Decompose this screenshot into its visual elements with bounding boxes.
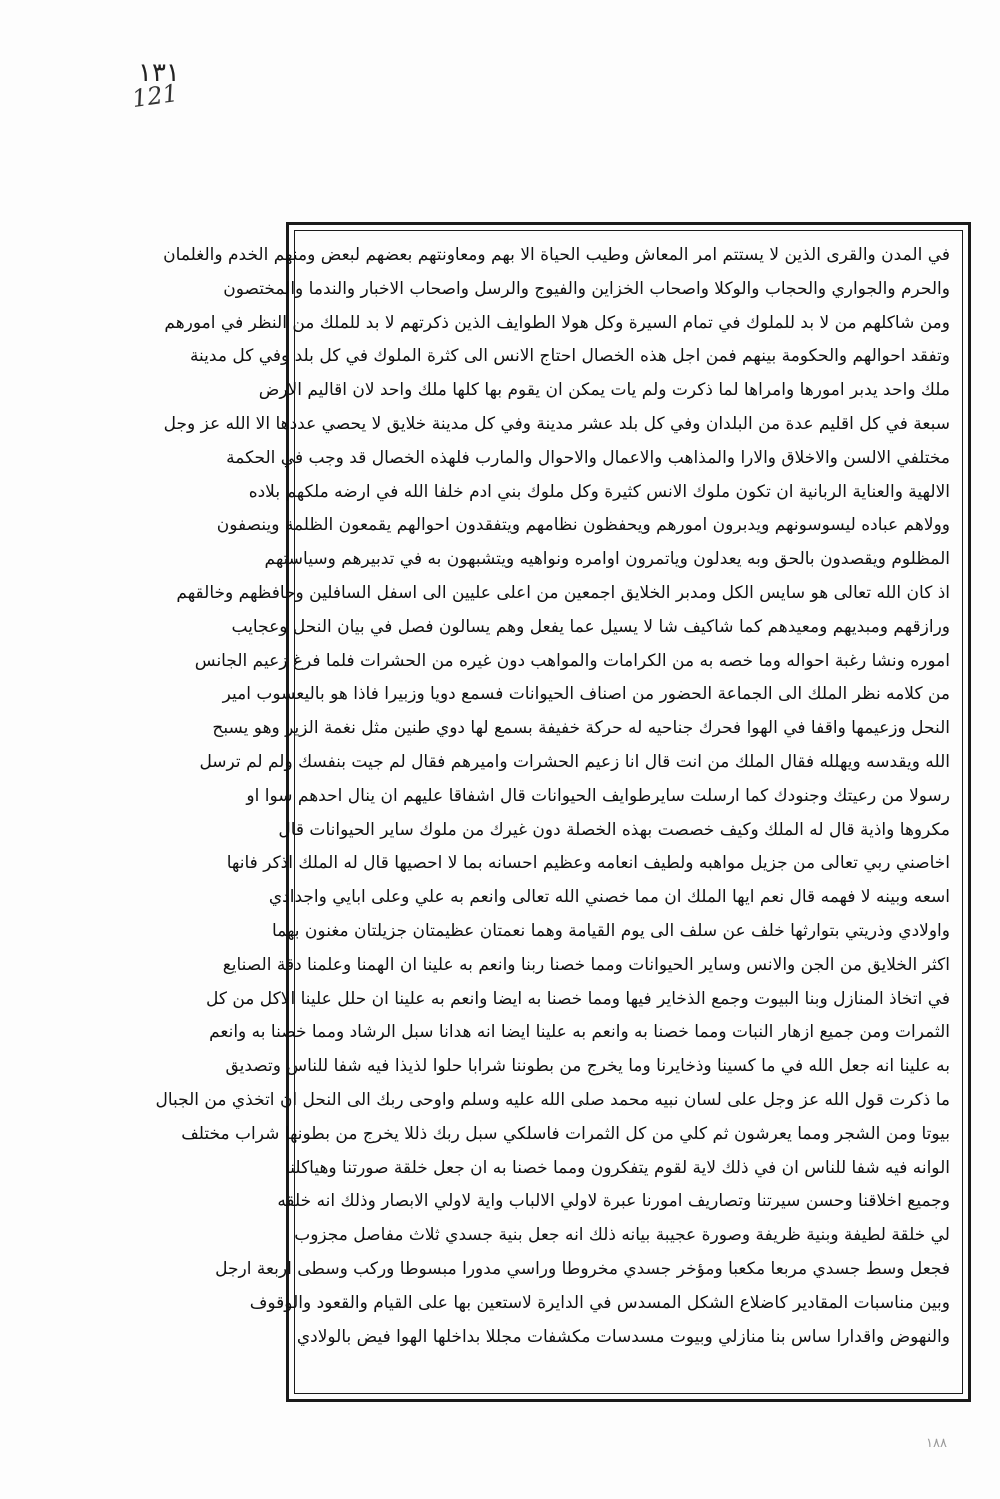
text-line: في اتخاذ المنازل وبنا البيوت وجمع الذخاير فيها ومما خصنا به ايضا وانعم به علينا ان حلل علينا الاكل من كل xyxy=(205,988,950,1009)
text-line: اسعه وبينه لا فهمه قال نعم ايها الملك ان مما خصني الله تعالى وانعم به علي وعلى ابايي واجدادي xyxy=(268,887,950,908)
text-line: وجميع اخلاقنا وحسن سيرتنا وتصاريف امورنا عبرة لاولي الالباب واية لاولي الابصار وذلك انه خلقه xyxy=(277,1191,950,1212)
text-line: اذ كان الله تعالى هو سايس الكل ومدبر الخلايق اجمعين من اعلى عليين الى اسفل السافلين وحافظهم وخالقهم xyxy=(176,582,950,603)
text-line: اخاصني ربي تعالى من جزيل مواهبه ولطيف انعامه وعظيم احسانه بما لا احصيها قال له الملك اذكر فانها xyxy=(226,853,950,874)
text-frame-inner xyxy=(155,230,963,1394)
text-line: ملك واحد يدبر امورها وامراها لما ذكرت ولم يات يمكن ان يقوم بها كلها ملك واحد لان اقاليم الارض xyxy=(258,380,950,401)
text-line: في المدن والقرى الذين لا يستتم امر المعاش وطيب الحياة الا بهم ومعاونتهم بعضهم لبعض ومنهم الخدم والغلمان xyxy=(163,245,950,265)
text-line: بيوتا ومن الشجر ومما يعرشون ثم كلي من كل الثمرات فاسلكي سبل ربك ذللا يخرج من بطونها شراب مختلف xyxy=(181,1123,950,1144)
text-line: مكروها واذية قال له الملك وكيف خصصت بهذه الخصلة دون غيرك من ملوك ساير الحيوانات قال xyxy=(278,819,950,840)
text-line: اكثر الخلايق من الجن والانس وساير الحيوانات ومما خصنا ربنا وانعم به علينا ان الهمنا وعلمنا دقة الصنايع xyxy=(222,954,950,975)
text-line: ما ذكرت قول الله عز وجل على لسان نبيه محمد صلى الله عليه وسلم واوحى ربك الى النحل ان اتخذي من الجبال xyxy=(155,1089,950,1110)
text-line: الوانه فيه شفا للناس ان في ذلك لاية لقوم يتفكرون ومما خصنا به ان جعل خلقة صورتنا وهياكلنا xyxy=(285,1157,950,1178)
text-line: ومن شاكلهم من لا بد للملوك في تمام السيرة وكل هولا الطوايف الذين ذكرتهم لا بد للملك من النظر في امورهم xyxy=(164,312,950,333)
text-line: الالهية والعناية الربانية ان تكون ملوك الانس كثيرة وكل ملوك بني ادم خلفا الله في ارضه ملكهم بلاده xyxy=(248,481,950,502)
text-line: النحل وزعيمها واقفا في الهوا فحرك جناحيه له حركة خفيفة بسمع لها دوي طنين مثل نغمة الزير وهو يسبح xyxy=(212,718,950,739)
text-line: من كلامه نظر الملك الى الجماعة الحضور من اصناف الحيوانات فسمع دويا وزبيرا فاذا هو باليعسوب امير xyxy=(222,684,950,705)
text-line: اموره ونشا رغبة احواله وما خصه به من الكرامات والمواهب دون غيره من الحشرات فلما فرغ زعيم الجانس xyxy=(194,650,950,671)
text-line: والنهوض واقدارا ساس بنا منازلي وبيوت مسدسات مكشفات مجللا بداخلها الهوا فيض بالولادي xyxy=(296,1326,950,1347)
folio-latin-number: 121 xyxy=(130,78,180,114)
bottom-mark: ۱۸۸ xyxy=(926,1436,947,1451)
manuscript-text-block xyxy=(155,239,950,1354)
text-line: الثمرات ومن جميع ازهار النبات ومما خصنا به وانعم به علينا ايضا انه هدانا سبل الرشاد ومما خصنا به وانعم xyxy=(209,1022,950,1043)
text-line: فجعل وسط جسدي مربعا مكعبا ومؤخر جسدي مخروطا وراسي مدورا مبسوطا وركب وسطى اربعة ارجل xyxy=(215,1258,950,1279)
text-line: مختلفي الالسن والاخلاق والارا والمذاهب والاعمال والاحوال والمارب فلهذه الخصال قد وجب في الحكمة xyxy=(226,447,950,468)
text-line: به علينا انه جعل الله في ما كسينا وذخايرنا وما يخرج من بطوننا شرابا حلوا لذيذا فيه شفا للناس وتصديق xyxy=(225,1056,950,1077)
text-line: رسولا من رعيتك وجنودك كما ارسلت سايرطوايف الحيوانات قال اشفاقا عليهم ان ينال احدهم سوا او xyxy=(246,785,950,806)
text-line: وولاهم عباده ليسوسونهم ويدبرون امورهم ويحفظون نظامهم ويتفقدون احوالهم يقمعون الظلمة وينصفون xyxy=(216,515,950,536)
text-line: واولادي وذريتي بتوارثها خلف عن سلف الى يوم القيامة وهما نعمتان عظيمتان جزيلتان مغنون بهما xyxy=(271,920,950,941)
folio-number: ١٣١ xyxy=(138,58,180,88)
text-line: ورازقهم ومبديهم ومعيدهم كما شاكيف شا لا يسيل عما يفعل وهم يسالون فصل في بيان النحل وعجايب xyxy=(231,616,950,637)
text-line: سبعة في كل اقليم عدة من البلدان وفي كل بلد عشر مدينة وفي كل مدينة خلايق لا يحصي عددها الا الله عز وجل xyxy=(163,413,950,434)
text-line: وبين مناسبات المقادير كاضلاع الشكل المسدس في الدايرة لاستعين بها على القيام والقعود والوقوف xyxy=(249,1292,950,1313)
text-line: المظلوم ويقصدون بالحق وبه يعدلون وياتمرون اوامره ونواهيه ويتشبهون به في تدبيرهم وسياستهم xyxy=(264,549,950,570)
text-line: وتفقد احوالهم والحكومة بينهم فمن اجل هذه الخصال احتاج الانس الى كثرة الملوك في كل بلد وفي كل مدينة xyxy=(189,346,950,367)
text-line: الله ويقدسه ويهلله فقال الملك من انت قال انا زعيم الحشرات واميرهم فقال لم جيت بنفسك ولم لم ترسل xyxy=(199,751,950,772)
text-line: لي خلقة لطيفة وبنية ظريفة وصورة عجيبة بيانه ذلك انه جعل بنية جسدي ثلاث مفاصل مجزوب xyxy=(294,1225,950,1246)
text-line: والحرم والجواري والحجاب والوكلا واصحاب الخزاين والفيوج والرسل واصحاب الاخبار والندما والمختصون xyxy=(223,278,950,299)
